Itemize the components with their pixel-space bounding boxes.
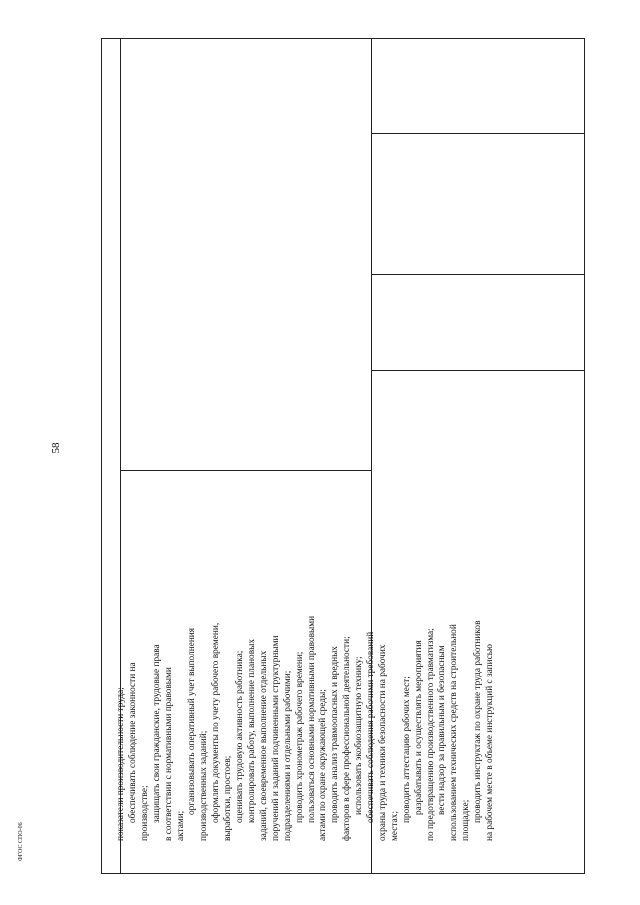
text-line: оформлять документы по учету рабочего времени, (211, 622, 222, 823)
skills-text-block (116, 505, 496, 843)
table-row-divider (120, 470, 372, 471)
text-line: местах; (389, 811, 400, 841)
text-line: выработки, простоев; (223, 755, 234, 841)
text-line: охраны труда и техники безопасности на рабочих (377, 644, 388, 841)
text-line: производстве; (139, 785, 150, 841)
text-line: подразделениями и отдельными рабочими; (282, 670, 293, 841)
text-line: использованием технических средств на строительной (449, 624, 460, 841)
text-line: оценивать трудовую активность работника; (235, 650, 246, 823)
text-line: заданий, своевременное выполнение отдельных (258, 650, 269, 841)
text-line: на рабочем месте в объеме инструкций с записью (485, 644, 496, 841)
page-number: 58 (50, 442, 62, 454)
text-line: показатели производительности труда; (116, 687, 126, 841)
footer-code: ФГОС СПО-06 (18, 822, 24, 861)
text-line: пользоваться основными нормативными правовыми (306, 615, 317, 823)
text-line: обеспечивать соблюдения рабочими требований (366, 631, 377, 823)
text-line: проводить анализ травмоопасных и вредных (330, 646, 341, 823)
text-line: использовать экобиозащитную технику; (354, 656, 365, 815)
text-line: контролировать работу, выполнение плановых (246, 639, 257, 823)
skills-text-cell (116, 505, 496, 843)
text-line: актами; (175, 810, 186, 841)
text-line: обеспечивать соблюдение законности на (127, 662, 138, 823)
text-line: площадке; (461, 799, 472, 841)
table-row-divider (372, 133, 585, 134)
text-line: проводить аттестацию рабочих мест; (401, 676, 412, 823)
competency-table (101, 38, 585, 874)
text-line: проводить инструктаж по охране труда работников (473, 620, 484, 823)
table-row-divider (372, 370, 585, 371)
text-line: поручений и заданий подчиненными структурными (270, 635, 281, 841)
table-row-divider (372, 274, 585, 275)
text-line: разрабатывать и осуществлять мероприятия (413, 640, 424, 815)
text-line: вести надзор за правильным и безопасным (437, 645, 448, 815)
text-line: защищать свои гражданские, трудовые права (151, 644, 162, 823)
text-line: по предотвращению производственного травматизма; (425, 628, 436, 841)
text-line: проводить хронометраж рабочего времени; (294, 651, 305, 823)
text-line: в соответствии с нормативными правовыми (163, 667, 174, 841)
text-line: факторов в сфере профессиональной деятельности; (342, 636, 353, 841)
text-line: организовывать оперативный учет выполнения (187, 627, 198, 815)
text-line: производственных заданий; (199, 730, 210, 841)
text-line: актами по охране окружающей среды; (318, 689, 329, 841)
